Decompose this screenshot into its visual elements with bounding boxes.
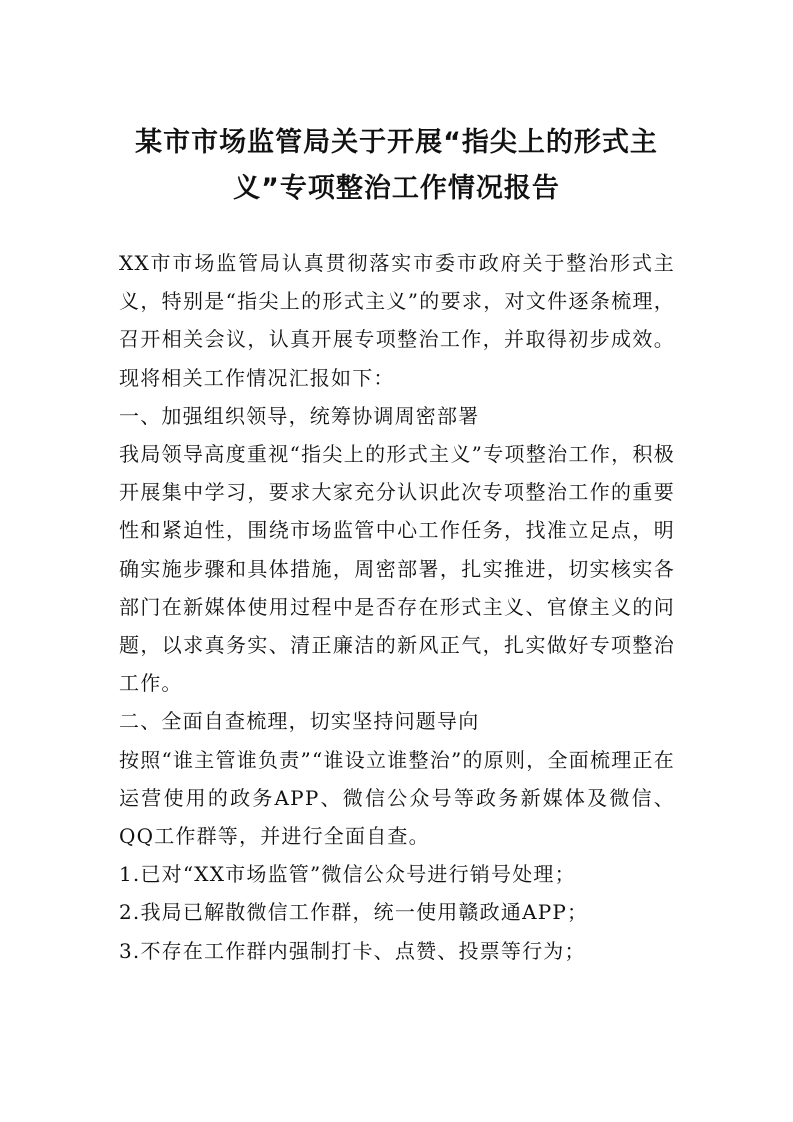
list-item-3: 3.不存在工作群内强制打卡、点赞、投票等行为； <box>119 938 586 963</box>
intro-paragraph: XX市市场监管局认真贯彻落实市委市政府关于整治形式主义，特别是“指尖上的形式主义”的要求，对文件逐条梳理，召开相关会议，认真开展专项整治工作，并取得初步成效。现将相关工作情况汇报如下： <box>119 251 675 390</box>
section-heading-2: 二、全面自查梳理，切实坚持问题导向 <box>119 709 480 734</box>
section-1-paragraph: 我局领导高度重视“指尖上的形式主义”专项整治工作，积极开展集中学习，要求大家充分认识此次专项整治工作的重要性和紧迫性，围绕市场监管中心工作任务，找准立足点，明确实施步骤和具体措施，周密部署，扎实推进，切实核实各部门在新媒体使用过程中是否存在形式主义、官僚主义的问题，以求真务实、清正廉洁的新风正气，扎实做好专项整治工作。 <box>119 442 675 696</box>
section-heading-1: 一、加强组织领导，统筹协调周密部署 <box>119 403 480 428</box>
list-item-1: 1.已对“XX市场监管”微信公众号进行销号处理； <box>119 862 576 887</box>
document-body <box>119 244 675 970</box>
document-title: 某市市场监管局关于开展“指尖上的形式主义”专项整治工作情况报告 <box>135 127 658 204</box>
section-2-paragraph: 按照“谁主管谁负责”“谁设立谁整治”的原则，全面梳理正在运营使用的政务APP、微信公众号等政务新媒体及微信、QQ工作群等，并进行全面自查。 <box>119 747 675 849</box>
list-item-2: 2.我局已解散微信工作群，统一使用赣政通APP； <box>119 900 589 925</box>
